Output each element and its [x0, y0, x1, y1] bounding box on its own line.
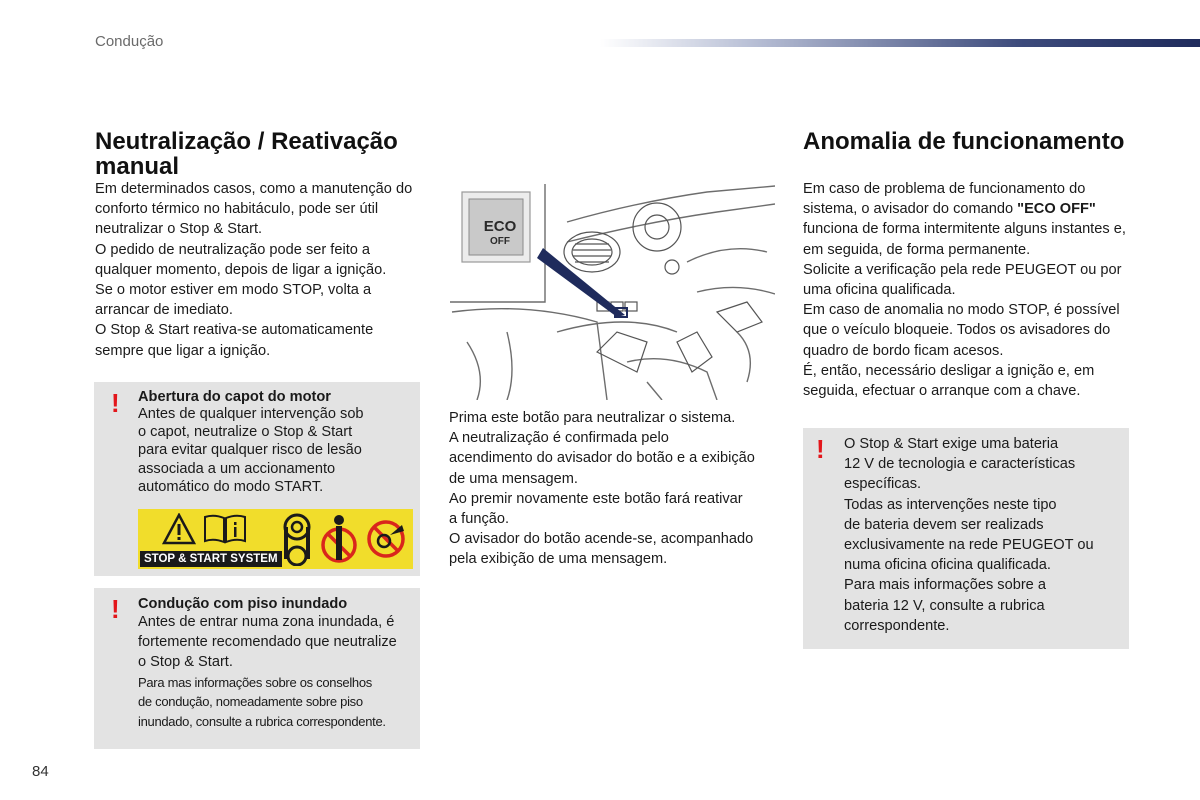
warning-battery-line: numa oficina oficina qualificada.: [844, 557, 1051, 574]
warning-battery-line: correspondente.: [844, 617, 950, 634]
left-body: [95, 179, 425, 361]
fan-belt-icon: [280, 512, 314, 566]
warning-flood-note: de condução, nomeadamente sobre piso: [138, 694, 363, 710]
section-title: Condução: [95, 33, 164, 50]
stop-start-warning-label: [138, 509, 413, 569]
manual-book-icon: [202, 514, 248, 544]
right-paragraph: Solicite a verificação pela rede PEUGEOT ou por uma oficina qualificada.: [803, 261, 1122, 299]
warning-flood-line: fortemente recomendado que neutralize: [138, 634, 397, 651]
warning-flood-content: [138, 596, 418, 731]
left-paragraph: Se o motor estiver em modo STOP, volta a arrancar de imediato.: [95, 282, 372, 319]
warning-hood-line: o capot, neutralize o Stop & Start: [138, 424, 353, 441]
warning-battery-line: Todas as intervenções neste tipo: [844, 496, 1057, 513]
right-paragraph: É, então, necessário desligar a ignição e, em seguida, efectuar o arranque com a chave.: [803, 362, 1095, 400]
eco-off-label: "ECO OFF": [1017, 201, 1096, 218]
warning-hood-line: Antes de qualquer intervenção sob: [138, 406, 364, 422]
warning-battery-line: O Stop & Start exige uma bateria: [844, 436, 1059, 452]
left-paragraph: Em determinados casos, como a manutenção do conforto térmico no habitáculo, pode ser útil neutralizar o Stop & Start.: [95, 181, 413, 238]
exclamation-icon: !: [111, 388, 120, 418]
warning-flood-line: o Stop & Start.: [138, 654, 233, 671]
middle-line: O avisador do botão acende-se, acompanhado: [449, 531, 754, 548]
right-heading: Anomalia de funcionamento: [803, 128, 1125, 155]
no-touch-icon: [320, 512, 358, 566]
middle-line: A neutralização é confirmada pelo: [449, 430, 669, 447]
middle-line: pela exibição de uma mensagem.: [449, 551, 668, 568]
warning-flood-note: Para mas informações sobre os conselhos: [138, 674, 372, 690]
warning-hood-content: [138, 389, 416, 496]
dashboard-illustration: [447, 182, 775, 400]
warning-flood-title: Condução com piso inundado: [138, 596, 348, 612]
left-heading: Neutralização / Reativação manual: [95, 128, 398, 180]
warning-flood-line: Antes de entrar numa zona inundada, é: [138, 614, 395, 630]
warning-hood-line: para evitar qualquer risco de lesão: [138, 442, 362, 459]
warning-battery-line: bateria 12 V, consulte a rubrica: [844, 597, 1045, 614]
warning-hood-line: associada a um accionamento: [138, 460, 336, 477]
right-p1-start: Em caso de problema de funcionamento do sistema, o avisador do comando: [803, 181, 1086, 218]
warning-battery-line: exclusivamente na rede PEUGEOT ou: [844, 537, 1094, 554]
page-number: 84: [32, 763, 49, 780]
right-paragraph: [803, 179, 1133, 260]
middle-line: a função.: [449, 511, 510, 528]
right-body: [803, 179, 1133, 401]
middle-line: Prima este botão para neutralizar o sistema.: [449, 410, 736, 426]
middle-line: acendimento do avisador do botão e a exibição: [449, 450, 755, 467]
warning-box-flood: [94, 588, 420, 749]
header-gradient-bar: [600, 39, 1200, 47]
warning-battery-line: 12 V de tecnologia e características: [844, 456, 1076, 473]
warning-box-hood: [94, 382, 420, 576]
warning-hood-title: Abertura do capot do motor: [138, 389, 331, 405]
warning-triangle-icon: [162, 513, 196, 545]
middle-line: de uma mensagem.: [449, 470, 578, 487]
middle-line: Ao premir novamente este botão fará reativar: [449, 490, 743, 507]
warning-battery-line: Para mais informações sobre a: [844, 577, 1046, 594]
exclamation-icon: !: [111, 594, 120, 624]
no-hand-fan-icon: [364, 517, 408, 561]
right-paragraph: Em caso de anomalia no modo STOP, é possível que o veículo bloqueie. Todos os avisadores do quadro de bordo ficam acesos.: [803, 302, 1120, 359]
right-p1-end: funciona de forma intermitente alguns instantes e, em seguida, de forma permanente.: [803, 221, 1126, 258]
warning-battery-line: específicas.: [844, 476, 922, 493]
left-paragraph: O Stop & Start reativa-se automaticamente sempre que ligar a ignição.: [95, 322, 374, 359]
stop-start-system-label: STOP & START SYSTEM: [140, 551, 282, 567]
eco-button-label: ECO: [483, 218, 517, 235]
warning-box-battery: [803, 428, 1129, 649]
warning-battery-line: de bateria devem ser realizads: [844, 516, 1044, 533]
middle-body: [449, 408, 779, 570]
warning-flood-note: inundado, consulte a rubrica correspondente.: [138, 713, 386, 729]
left-paragraph: O pedido de neutralização pode ser feito a qualquer momento, depois de ligar a ignição.: [95, 241, 387, 278]
warning-hood-line: automático do modo START.: [138, 478, 324, 495]
off-button-label: OFF: [490, 236, 510, 247]
exclamation-icon: !: [816, 434, 825, 464]
warning-battery-content: [844, 434, 1126, 636]
